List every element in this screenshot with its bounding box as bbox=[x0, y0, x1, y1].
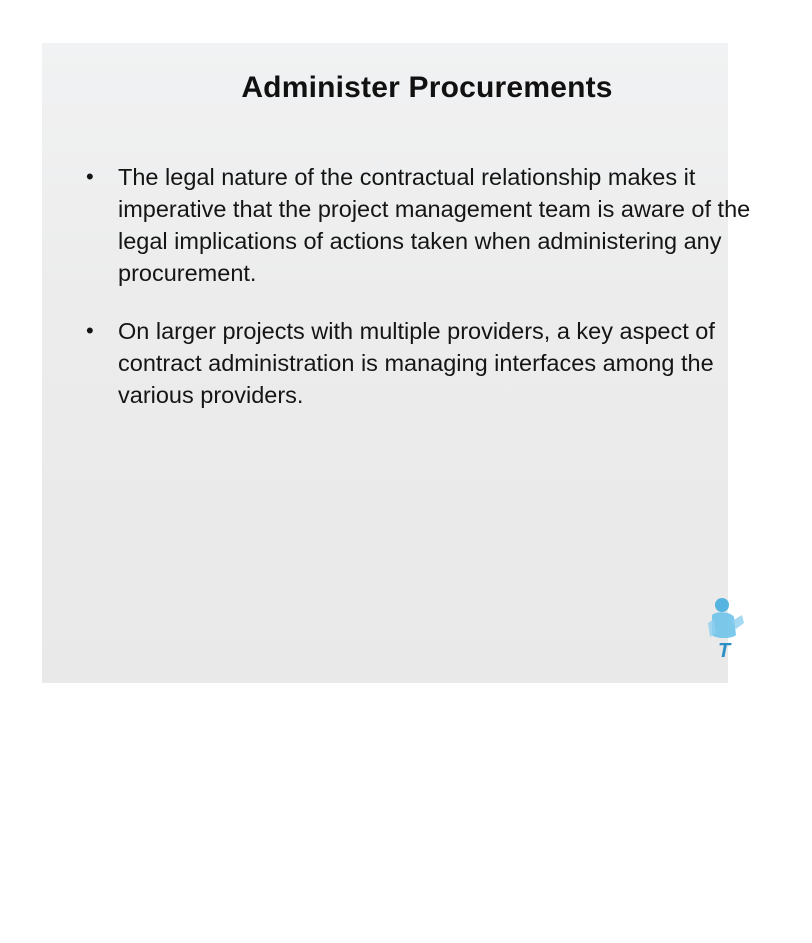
slide bbox=[42, 43, 751, 683]
bullet-line: imperative that the project management team is aware of the bbox=[118, 196, 751, 222]
bullet-line: procurement. bbox=[118, 260, 257, 286]
bullet-line: legal implications of actions taken when administering any bbox=[118, 228, 722, 254]
bullet-line: The legal nature of the contractual relationship makes it bbox=[118, 164, 696, 190]
bullet-item bbox=[42, 161, 762, 289]
bullet-marker: • bbox=[86, 164, 94, 189]
bullet-marker: • bbox=[86, 318, 94, 343]
bullet-item bbox=[42, 315, 762, 411]
bullet-line: contract administration is managing interfaces among the bbox=[118, 350, 714, 376]
figure-logo-icon bbox=[706, 593, 746, 663]
bullet-line: various providers. bbox=[118, 382, 304, 408]
slide-title: Administer Procurements bbox=[241, 71, 613, 104]
bullet-list bbox=[42, 161, 762, 437]
bullet-line: On larger projects with multiple providers, a key aspect of bbox=[118, 318, 715, 344]
logo-letter: T bbox=[718, 640, 731, 662]
